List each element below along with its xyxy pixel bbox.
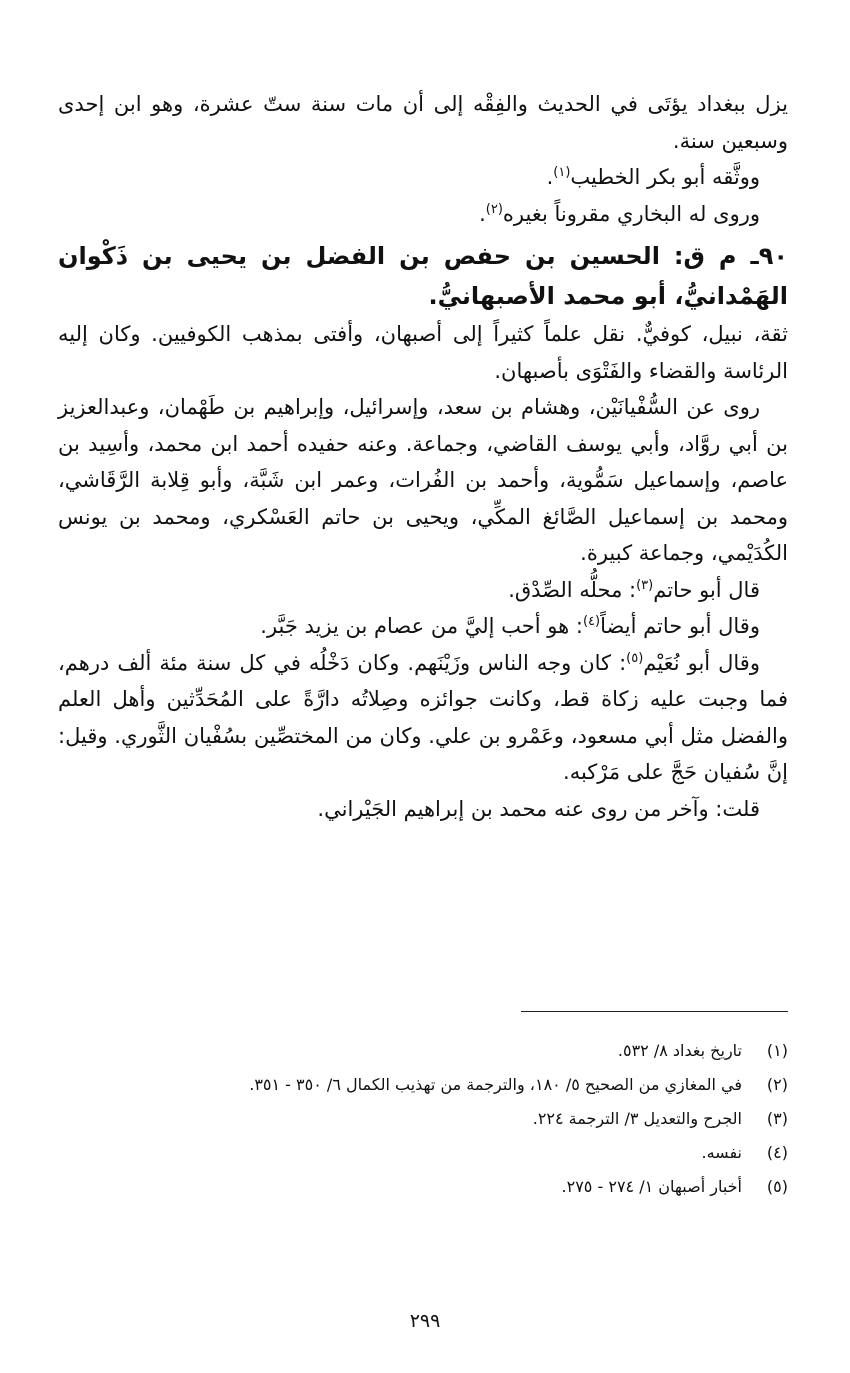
paragraph-text-tail: . <box>546 165 554 189</box>
paragraph-text: روى عن السُّفْيانَيْن، وهشام بن سعد، وإسرائيل، وإبراهيم بن طَهْمان، وعبدالعزيز بن أبي روَّاد، وأبي يوسف القاضي، وجماعة. وعنه حفيده أحمد ابن محمد، وأسِيد بن عاصم، وإسماعيل سَمُّوية، وأحمد بن الفُرات، وعمر ابن شَبَّة، وأبو قِلابة الرَّقَاشي، ومحمد بن إسماعيل الصَّائغ المكِّي، ويحيى بن حاتم العَسْكري، ومحمد بن يونس الكُدَيْمي، وجماعة كبيرة. <box>58 395 788 565</box>
footnotes-list <box>58 1034 788 1204</box>
paragraph-abu-hatim <box>58 572 788 609</box>
footnote-item <box>58 1170 788 1204</box>
paragraph-text: وقال أبو حاتم أيضاً <box>600 614 760 638</box>
footnote-ref: (٢) <box>485 201 503 217</box>
footnote-ref: (١) <box>553 165 571 180</box>
footnote-item <box>58 1068 788 1102</box>
paragraph-narrators <box>58 389 788 572</box>
footnote-text: الجرح والتعديل ٣/ الترجمة ٢٢٤. <box>532 1109 742 1128</box>
paragraph-thiqa <box>58 316 788 389</box>
paragraph-text: ثقة، نبيل، كوفيٌّ. نقل علماً كثيراً إلى أصبهان، وأفتى بمذهب الكوفيين. وكان إليه الرئاسة والقضاء والفَتْوَى بأصبهان. <box>58 322 788 383</box>
paragraph-text: وروى له البخاري مقروناً بغيره <box>502 201 760 226</box>
footnote-item <box>58 1136 788 1170</box>
paragraph-continuation <box>58 86 788 159</box>
footnote-text: نفسه. <box>701 1143 742 1162</box>
paragraph-text-tail: : هو أحب إليَّ من عصام بن يزيد جَبَّر. <box>260 614 583 638</box>
paragraph-text: وقال أبو نُعَيْم <box>643 650 760 675</box>
paragraph-text-tail: : محلُّه الصِّدْق. <box>508 577 637 602</box>
paragraph-author-note <box>58 791 788 828</box>
paragraph-text: يزل ببغداد يؤتَى في الحديث والفِقْه إلى أن مات سنة ستّ عشرة، وهو ابن إحدى وسبعين سنة. <box>58 92 788 153</box>
paragraph-text: ووثَّقه أبو بكر الخطيب <box>570 165 760 189</box>
footnote-text: في المغازي من الصحيح ٥/ ١٨٠، والترجمة من تهذيب الكمال ٦/ ٣٥٠ - ٣٥١. <box>249 1075 742 1094</box>
footnote-number: (٤) <box>766 1143 788 1162</box>
footnote-number: (٢) <box>766 1075 788 1094</box>
footnote-number: (١) <box>766 1041 788 1060</box>
paragraph-text: قلت: وآخر من روى عنه محمد بن إبراهيم الجَيْراني. <box>317 796 760 821</box>
footnote-text: تاريخ بغداد ٨/ ٥٣٢. <box>617 1041 742 1060</box>
footnote-item <box>58 1034 788 1068</box>
main-text <box>58 86 788 827</box>
footnote-divider <box>521 1011 788 1012</box>
paragraph-abu-hatim-also <box>58 608 788 645</box>
footnote-ref: (٤) <box>582 614 601 629</box>
footnote-ref: (٣) <box>636 577 654 593</box>
page-number: ٢٩٩ <box>409 1310 441 1332</box>
paragraph-text: قال أبو حاتم <box>653 577 760 602</box>
footnote-number: (٥) <box>766 1177 788 1196</box>
footnote-number: (٣) <box>766 1109 788 1128</box>
paragraph-text-tail: . <box>479 201 486 226</box>
footnote-item <box>58 1102 788 1136</box>
paragraph-text-tail: : كان وجه الناس وزَيْنَهم. وكان دَخْلُه في كل سنة مئة ألف درهم، فما وجبت عليه زكاة قط، وكانت جوائزه وصِلاتُه دارَّةً على المُحَدِّثين وأهل العلم والفضل مثل أبي مسعود، وعَمْرو بن علي. وكان من المختصِّين بسُفْيان الثَّوري. وقيل: إنَّ سُفيان حَجَّ على مَرْكبه. <box>58 650 788 784</box>
footnote-ref: (٥) <box>626 650 644 666</box>
paragraph-khatib <box>58 159 788 196</box>
paragraph-abu-nuaym <box>58 645 788 791</box>
footnote-text: أخبار أصبهان ١/ ٢٧٤ - ٢٧٥. <box>561 1177 742 1196</box>
entry-heading: ٩٠ـ م ق: الحسين بن حفص بن الفضل بن يحيى بن ذَكْوان الهَمْدانيُّ، أبو محمد الأصبهانيُّ. <box>58 242 788 310</box>
paragraph-bukhari <box>58 196 788 233</box>
